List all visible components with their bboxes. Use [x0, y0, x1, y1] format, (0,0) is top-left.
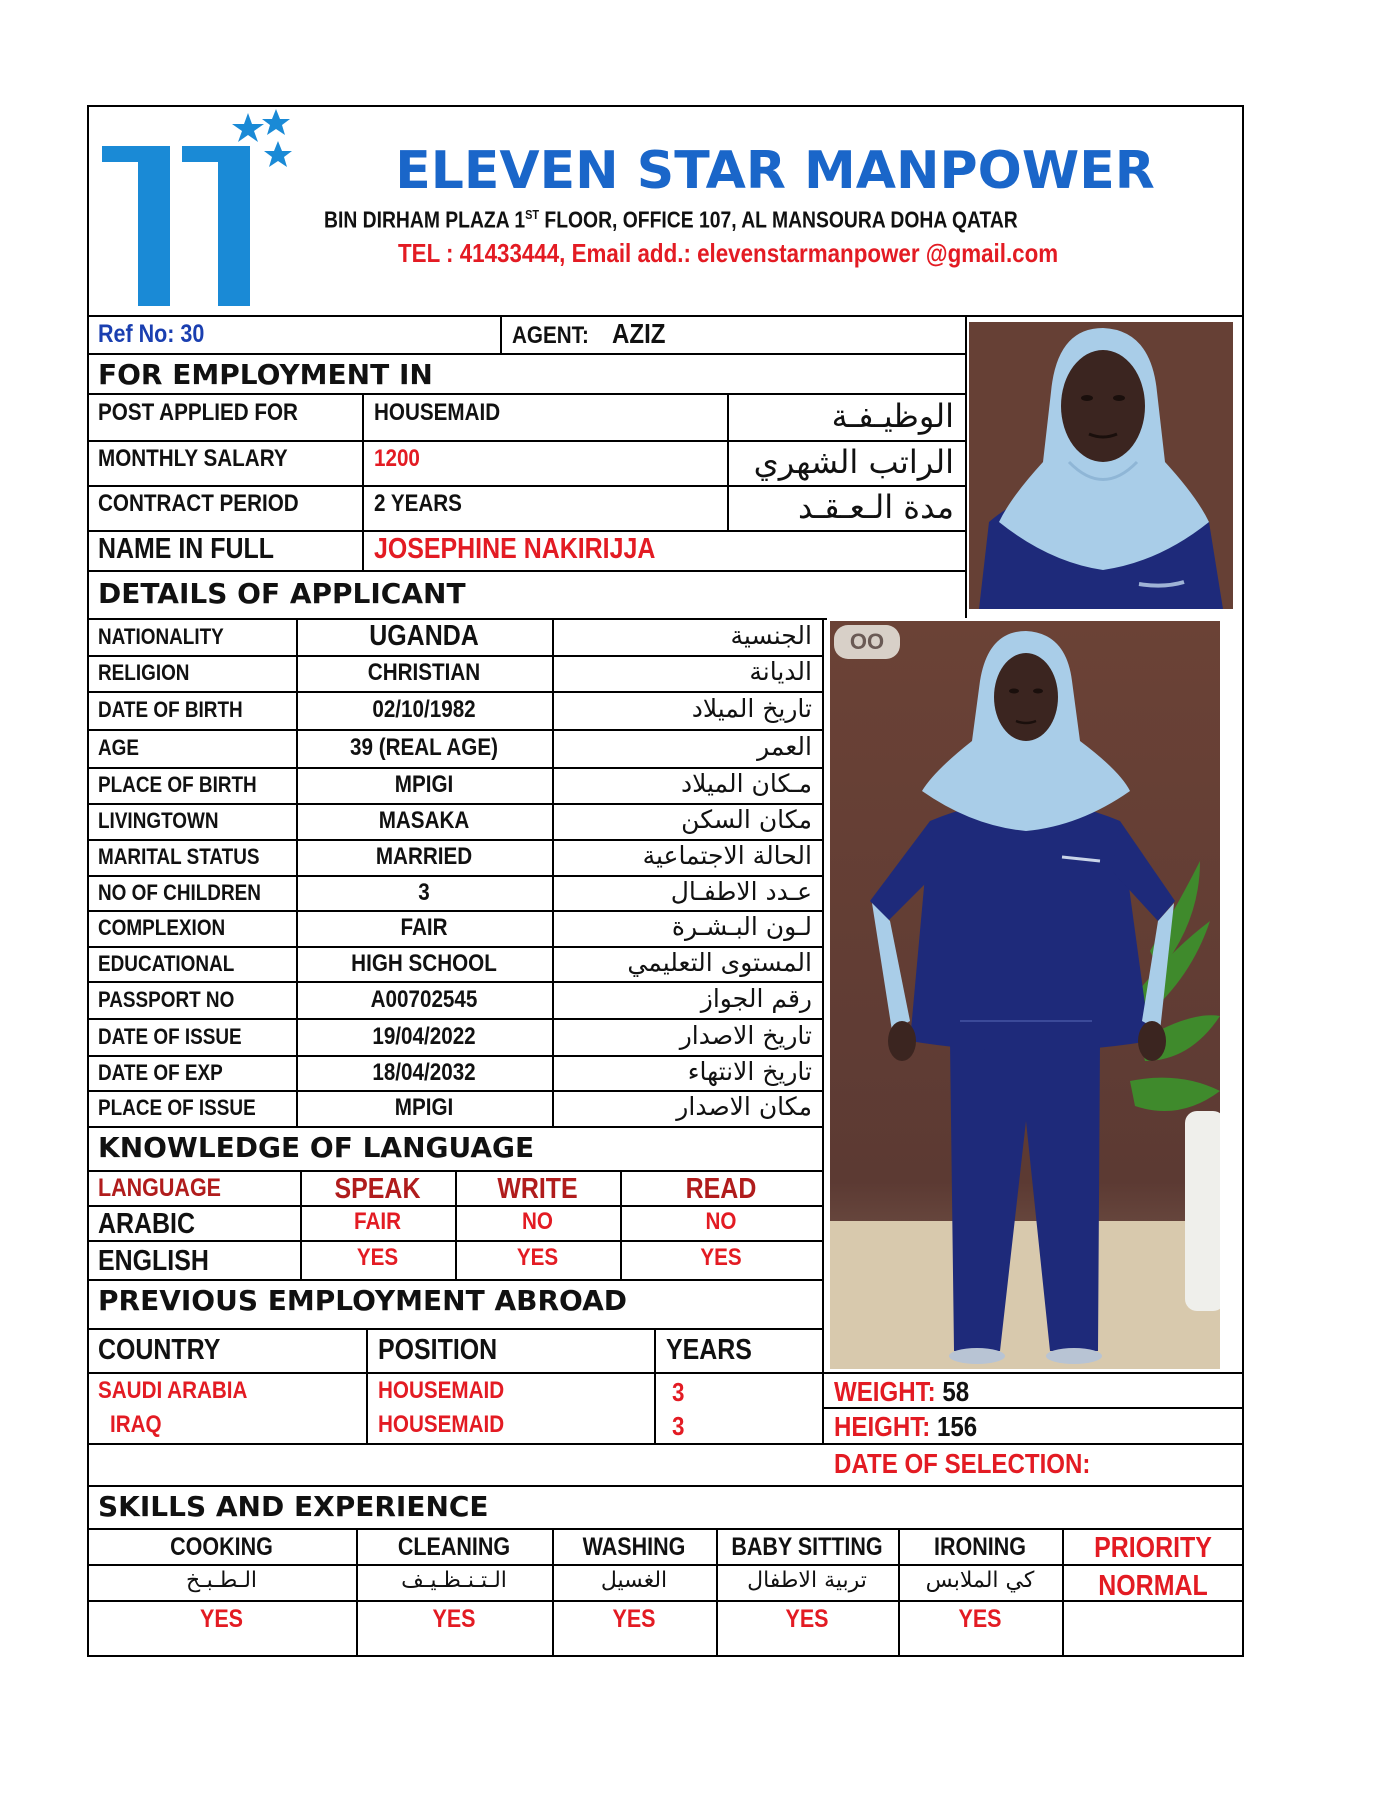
lang-english-read: YES [700, 1244, 742, 1271]
detail-label: DATE OF EXP [98, 1059, 223, 1085]
detail-label: COMPLEXION [98, 915, 226, 940]
detail-value: CHRISTIAN [367, 659, 481, 686]
detail-value: MPIGI [394, 771, 454, 798]
ref-no: Ref No: 30 [98, 320, 205, 348]
lang-header-read: READ [685, 1173, 757, 1205]
detail-value: 39 (REAL AGE) [350, 734, 498, 761]
skill-name: CLEANING [397, 1533, 511, 1561]
detail-arabic: لـون البـشـرة [671, 912, 812, 941]
priority-label: PRIORITY [1094, 1532, 1212, 1564]
lang-arabic-speak: FAIR [353, 1208, 402, 1235]
skill-value: YES [612, 1605, 656, 1633]
lang-header-speak: SPEAK [334, 1173, 421, 1205]
detail-arabic: عـدد الاطفـال [670, 876, 812, 906]
lang-english: ENGLISH [98, 1245, 209, 1277]
name-label: NAME IN FULL [98, 533, 274, 565]
detail-arabic: رقم الجواز [700, 983, 812, 1013]
detail-label: PASSPORT NO [98, 986, 235, 1012]
skill-name: IRONING [934, 1533, 1026, 1561]
photo-badge: OO [849, 629, 885, 654]
detail-label: MARITAL STATUS [98, 844, 260, 869]
full-body-photo [830, 621, 1220, 1369]
skill-name: WASHING [582, 1533, 686, 1561]
skill-arabic: الـطـبـخ [185, 1568, 258, 1593]
detail-arabic: العمر [757, 732, 812, 761]
company-contact: TEL : 41433444, Email add.: elevenstarmanpower @gmail.com [398, 238, 1059, 268]
salary-value: 1200 [374, 445, 420, 472]
detail-arabic: تاريخ الانتهاء [687, 1056, 812, 1086]
salary-label: MONTHLY SALARY [98, 445, 288, 472]
salary-arabic: الراتب الشهري [753, 443, 954, 481]
detail-value: MASAKA [378, 807, 470, 834]
post-label: POST APPLIED FOR [98, 399, 298, 426]
language-heading: KNOWLEDGE OF LANGUAGE [98, 1131, 535, 1164]
lang-arabic: ARABIC [98, 1208, 195, 1240]
detail-label: LIVINGTOWN [98, 808, 219, 833]
prev-header-years: YEARS [666, 1334, 752, 1366]
agent-label: AGENT: [512, 322, 589, 349]
weight: WEIGHT: 58 [834, 1376, 970, 1407]
detail-label: EDUCATIONAL [98, 950, 235, 976]
lang-arabic-write: NO [522, 1208, 553, 1235]
post-value: HOUSEMAID [374, 399, 501, 426]
detail-value: 02/10/1982 [372, 696, 476, 723]
detail-label: DATE OF ISSUE [98, 1023, 242, 1049]
detail-arabic: تاريخ الميلاد [691, 694, 812, 723]
prev-years-2: 3 [672, 1411, 685, 1441]
company-name: ELEVEN STAR MANPOWER [395, 141, 1155, 201]
detail-arabic: الحالة الاجتماعية [642, 841, 812, 870]
skills-heading: SKILLS AND EXPERIENCE [98, 1490, 489, 1523]
skill-value: YES [199, 1605, 244, 1633]
skill-value: YES [785, 1605, 829, 1633]
prev-position-2: HOUSEMAID [378, 1411, 505, 1438]
detail-value: HIGH SCHOOL [351, 949, 497, 977]
detail-label: PLACE OF BIRTH [98, 772, 257, 797]
name-value: JOSEPHINE NAKIRIJJA [374, 533, 656, 565]
skill-arabic: كي الملابس [925, 1568, 1035, 1593]
lang-header-language: LANGUAGE [98, 1174, 222, 1202]
detail-arabic: الجنسية [730, 620, 812, 650]
height: HEIGHT: 156 [834, 1411, 978, 1442]
detail-label: PLACE OF ISSUE [98, 1095, 256, 1120]
contract-arabic: مدة الـعـقـد [797, 488, 954, 526]
employment-heading: FOR EMPLOYMENT IN [98, 358, 433, 391]
lang-english-write: YES [516, 1244, 559, 1271]
lang-arabic-read: NO [705, 1208, 737, 1235]
prev-position-1: HOUSEMAID [378, 1377, 505, 1404]
detail-value: MARRIED [375, 843, 473, 870]
detail-value: A00702545 [370, 985, 478, 1013]
detail-arabic: تاريخ الاصدار [679, 1020, 812, 1050]
contract-label: CONTRACT PERIOD [98, 490, 299, 517]
date-of-selection-label: DATE OF SELECTION: [834, 1448, 1091, 1479]
detail-value: MPIGI [394, 1094, 454, 1121]
detail-value: FAIR [400, 914, 448, 941]
detail-label: RELIGION [98, 660, 190, 685]
detail-arabic: مـكان الميلاد [680, 769, 812, 798]
prev-country-1: SAUDI ARABIA [98, 1377, 248, 1404]
post-arabic: الوظيـفـة [831, 397, 954, 435]
skill-arabic: تربية الاطفال [747, 1568, 867, 1593]
detail-label: NO OF CHILDREN [98, 879, 261, 905]
lang-english-speak: YES [356, 1244, 399, 1271]
detail-label: NATIONALITY [98, 623, 224, 649]
skill-value: YES [432, 1605, 476, 1633]
skill-name: BABY SITTING [731, 1533, 883, 1561]
detail-arabic: الديانة [749, 657, 812, 686]
prev-country-2: IRAQ [110, 1411, 162, 1438]
prev-years-1: 3 [672, 1377, 685, 1407]
prev-header-position: POSITION [378, 1334, 498, 1366]
lang-header-write: WRITE [497, 1173, 578, 1205]
details-heading: DETAILS OF APPLICANT [98, 577, 466, 610]
detail-label: AGE [98, 735, 140, 760]
portrait-photo [969, 322, 1233, 609]
detail-arabic: مكان السكن [681, 805, 812, 834]
skill-value: YES [958, 1605, 1002, 1633]
detail-arabic: مكان الاصدار [676, 1092, 812, 1121]
agent-value: AZIZ [612, 318, 666, 349]
detail-label: DATE OF BIRTH [98, 697, 243, 722]
skill-arabic: الغسيل [600, 1568, 668, 1593]
contract-value: 2 YEARS [374, 490, 462, 517]
previous-heading: PREVIOUS EMPLOYMENT ABROAD [98, 1284, 627, 1317]
skill-name: COOKING [170, 1533, 273, 1561]
company-address: BIN DIRHAM PLAZA 1ST FLOOR, OFFICE 107, AL MANSOURA DOHA QATAR [324, 206, 1018, 233]
detail-arabic: المستوى التعليمي [627, 947, 812, 977]
skill-arabic: الـتـنـظـيـف [401, 1568, 507, 1593]
detail-value: UGANDA [369, 619, 479, 652]
priority-value: NORMAL [1098, 1570, 1208, 1602]
detail-value: 18/04/2032 [372, 1058, 476, 1086]
prev-header-country: COUNTRY [98, 1334, 221, 1366]
detail-value: 19/04/2022 [372, 1022, 476, 1050]
detail-value: 3 [418, 878, 430, 906]
